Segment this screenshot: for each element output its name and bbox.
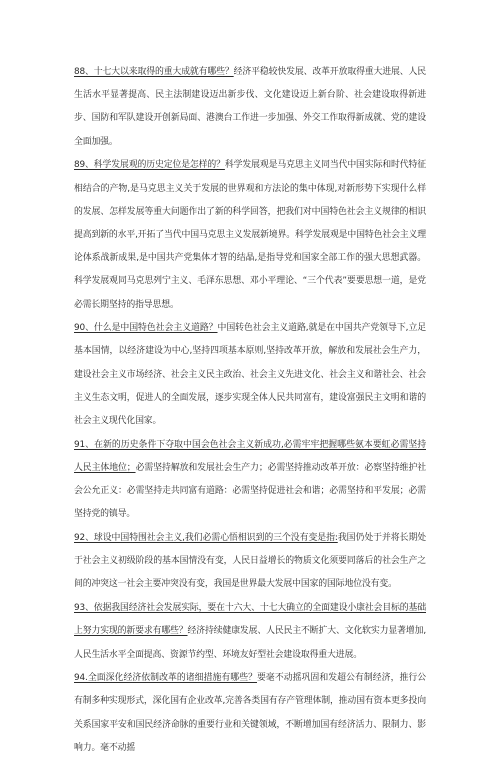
answer-text: 要毫不动摇巩固和发超公有制经济，推行公有制多种实现形式，深化国有企业改革,完善各类国有存产管理体制，推动国有资本更多投向关系国家平安和国民经济命脉的重要行业和关键领域，不断增加国有经济活力、限制力、影响力。毫不动摇 [74, 673, 427, 753]
question-text: 89、科学发展观的历史定位是怎样的？ [74, 160, 225, 171]
question-text: 93、依据我国经济社会发展实际，要在十六大、十七大确立的全面建设小康社会目标的基础上努力实现的新要求有哪些？ [74, 603, 426, 637]
question-text: 90、什么是中国特色社会主义道路？ [74, 323, 218, 334]
document-body [74, 61, 426, 761]
qa-paragraph-93 [74, 597, 426, 667]
question-text: 92、球设中国特围社会主义,我们必需心悟相识到的三个没有变是指: [74, 533, 338, 544]
answer-text: 中国转色社会主义道路,就是在中国共产党领导下,立足基本国情，以经济建设为中心,坚持四项基本原则,坚持改革开放，解放和发展社会生产力，建设社会主义市场经济、社会主义民主政治、社会主义先进文化、社会主义和谐社会、社会主义生态文明，促进人的全面发展，逐步实现全体人民共同富有，建设富强民主文明和谐的社会主义现代化国家。 [74, 323, 426, 427]
qa-paragraph-91 [74, 434, 426, 527]
answer-text: 科学发展观是马克思主义同当代中国实际和时代特征相结合的产物,是马克思主义关于发展的世界观和方法论的集中体现,对新形势下实现什么样的发展、怎样发展等重大问题作出了新的科学回答，把我们对中国特色社会主义规律的相识提高到新的水平,开拓了当代中国马克思主义发展新境界。科学发展观是中国特色社会主义理论体系战新成果,是中国共产党集体才智的结晶,是指导党和国家全部工作的强大思想武器。科学发展观同马克思列宁主义、毛泽东思想、邓小平理论、“三个代表”要要思想一道，是党必需长期坚持的指导思想。 [74, 160, 426, 310]
question-text: 91、在新的历史条件下夺取中国会色社会主义新成功,必需牢牢把握哪些氨本要虹必需坚持人民主体地位； [74, 439, 426, 473]
qa-paragraph-90 [74, 317, 426, 433]
answer-text: 经济持续健康发展、人民民主不断扩大、文化软实力显著增加,人民生活水平全面提高、资源节约型、环境友好型社会建设取得重大进展。 [74, 626, 426, 660]
qa-paragraph-94 [74, 667, 426, 760]
qa-paragraph-88 [74, 61, 426, 154]
answer-text: 经济平稳较快发展、改革开放取得重大进展、人民生活水平显著提高、民主法制建设迈出新步伐、文化建设迈上新台阶、社会建设取得新进步、国防和军队建设开创新局面、港澳台工作进一步加强、外交工作取得新成就、党的建设全面加强。 [74, 67, 426, 147]
qa-paragraph-89 [74, 154, 426, 316]
qa-paragraph-92 [74, 527, 426, 597]
question-text: 88、十七大以来取得的重大成就有哪些？ [74, 67, 234, 77]
answer-text: 必需坚持解放和发展社会生产力；必需坚持推动改革开放：必察坚持维护社会公允正义：必需坚持走共同富有道路：必需坚持促进社会和谐；必需坚持和平发展；必需坚持党的镇导。 [74, 462, 427, 520]
answer-text: 我国仍处于并将长期处于社会主义初级阶段的基本国情没有变，人民日益增长的物质文化须要同落后的社会生产之间的冲突这一社会主要冲突没有变，我国是世界最大发展中国家的国际地位没有变。 [74, 533, 426, 590]
question-text: 94.全面深化经济依制改革的诸细措施有哪些？ [74, 673, 258, 684]
